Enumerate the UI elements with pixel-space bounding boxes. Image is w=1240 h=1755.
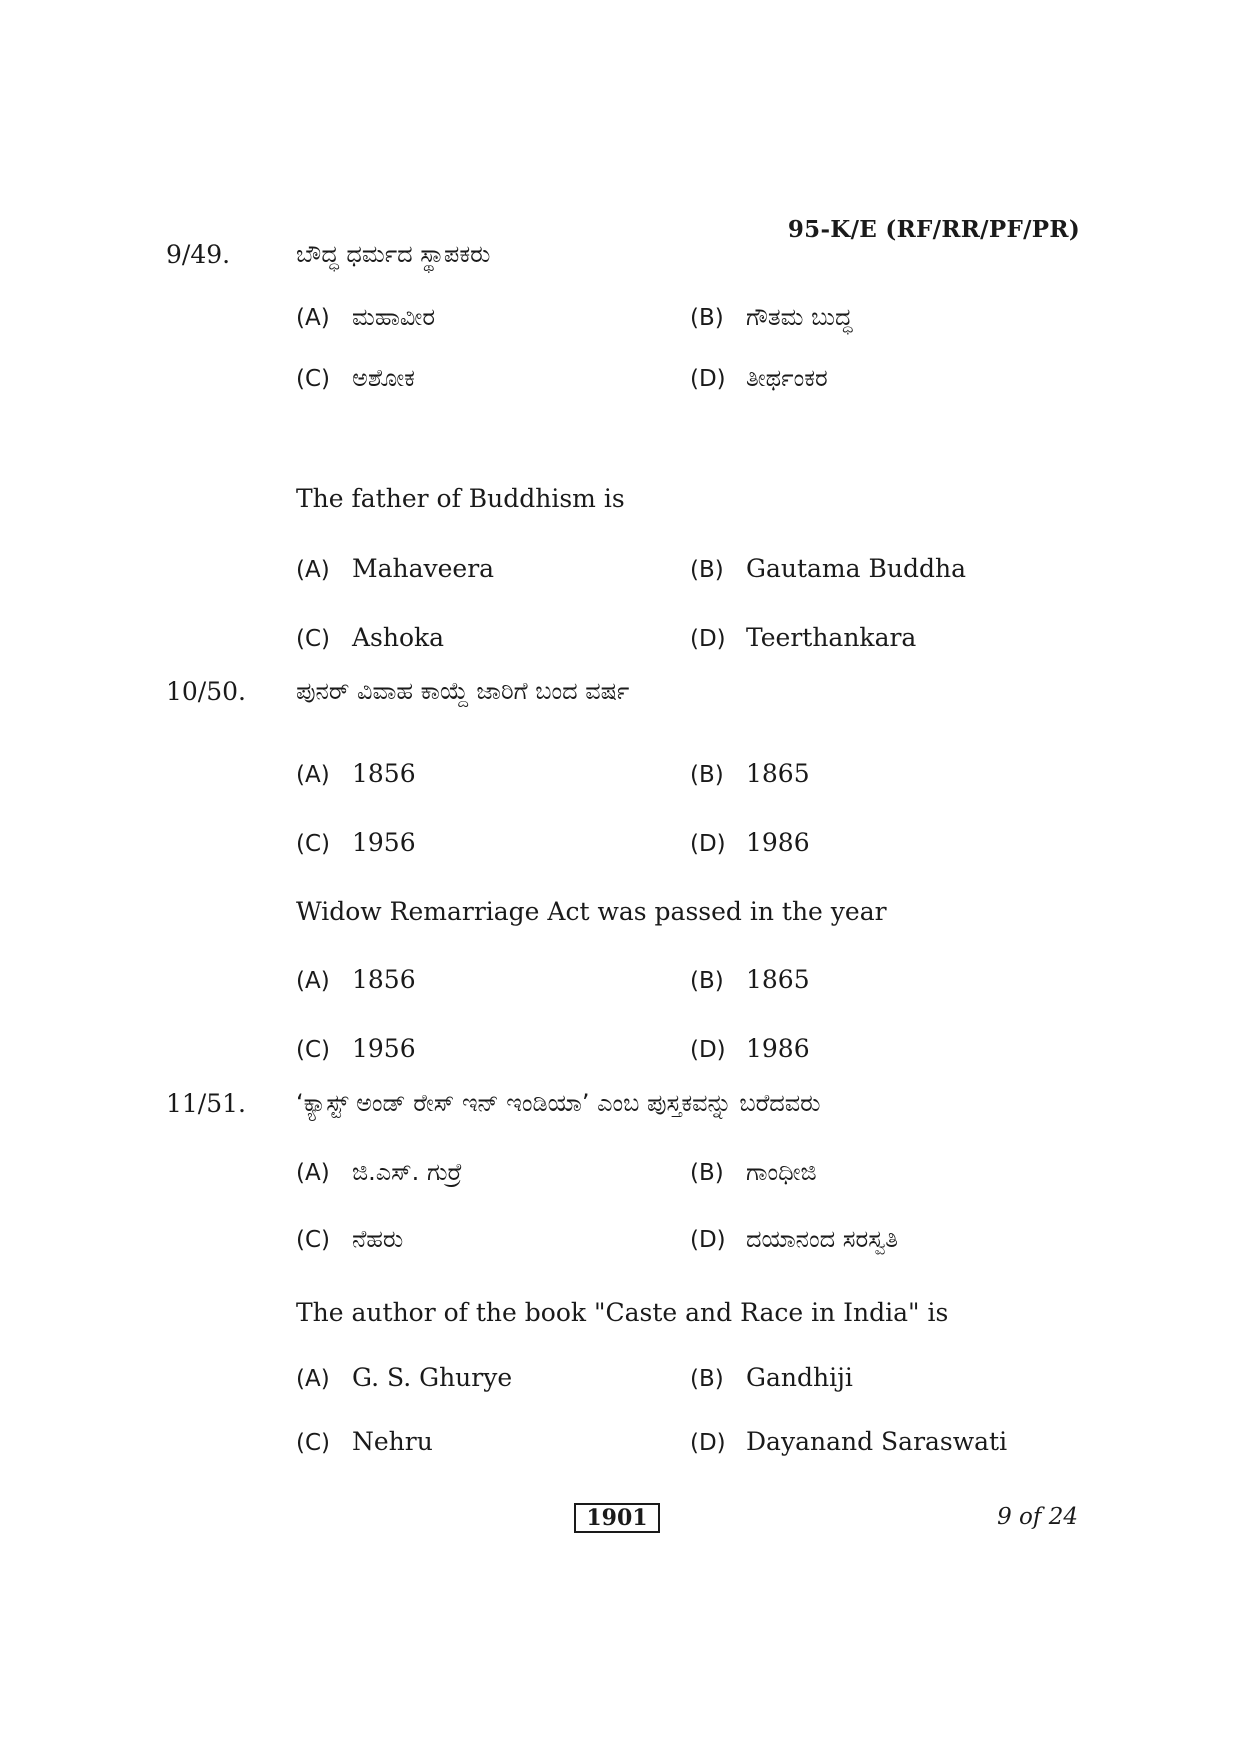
option-label: (A) (296, 762, 330, 788)
option-d-english (690, 1034, 810, 1063)
option-text: Teerthankara (746, 623, 917, 652)
option-text: 1986 (746, 828, 810, 857)
option-text: ಮಹಾವೀರ (352, 303, 436, 331)
option-text: 1856 (352, 759, 416, 788)
option-label: (D) (690, 626, 726, 652)
option-label: (C) (296, 626, 331, 652)
option-label: (C) (296, 1227, 331, 1253)
option-text: Nehru (352, 1427, 433, 1456)
question-stem-english: Widow Remarriage Act was passed in the year (296, 897, 887, 926)
option-label: (D) (690, 1227, 726, 1253)
option-label: (C) (296, 831, 331, 857)
option-c-english (296, 1427, 433, 1456)
option-label: (B) (690, 1366, 724, 1392)
option-text: 1856 (352, 965, 416, 994)
option-label: (D) (690, 1430, 726, 1456)
option-c-kannada (296, 828, 416, 857)
option-c-english (296, 623, 444, 652)
question-number: 10/50. (166, 677, 246, 706)
option-label: (B) (690, 968, 724, 994)
option-label: (D) (690, 1037, 726, 1063)
question-stem-kannada: ಪುನರ್ ವಿವಾಹ ಕಾಯ್ದೆ ಜಾರಿಗೆ ಬಂದ ವರ್ಷ (296, 677, 630, 705)
option-label: (C) (296, 1037, 331, 1063)
option-text: ಗೌತಮ ಬುದ್ಧ (746, 303, 853, 331)
option-a-kannada (296, 1157, 462, 1186)
option-b-kannada (690, 302, 852, 331)
option-a-english (296, 1363, 512, 1392)
option-text: ಜಿ.ಎಸ್. ಗುರ್ರೆ (352, 1158, 463, 1186)
option-b-kannada (690, 759, 810, 788)
page-number: 9 of 24 (997, 1504, 1078, 1530)
option-text: ನೆಹರು (352, 1225, 404, 1253)
option-label: (B) (690, 1160, 724, 1186)
option-b-kannada (690, 1157, 817, 1186)
option-b-english (690, 1363, 853, 1392)
option-label: (C) (296, 1430, 331, 1456)
option-text: ದಯಾನಂದ ಸರಸ್ವತಿ (746, 1225, 898, 1253)
booklet-code-box: 1901 (574, 1503, 660, 1533)
option-label: (A) (296, 968, 330, 994)
option-d-kannada (690, 363, 828, 392)
option-label: (A) (296, 305, 330, 331)
option-text: 1956 (352, 828, 416, 857)
option-label: (D) (690, 831, 726, 857)
option-d-english (690, 623, 916, 652)
question-number: 9/49. (166, 240, 231, 269)
option-text: ತೀರ್ಥಂಕರ (746, 364, 828, 392)
option-a-english (296, 554, 494, 583)
question-stem-kannada: ‘ಕ್ಯಾಸ್ಟ್ ಅಂಡ್ ರೇಸ್ ಇನ್ ಇಂಡಿಯಾ’ ಎಂಬ ಪುಸ್ತಕವನ್ನು ಬರೆದವರು (296, 1089, 821, 1117)
option-text: 1956 (352, 1034, 416, 1063)
option-text: Mahaveera (352, 554, 495, 583)
option-text: 1986 (746, 1034, 810, 1063)
question-number: 11/51. (166, 1089, 246, 1118)
option-b-english (690, 554, 966, 583)
question-stem-kannada: ಬೌದ್ಧ ಧರ್ಮದ ಸ್ಥಾಪಕರು (296, 240, 491, 268)
option-c-kannada (296, 363, 415, 392)
option-d-kannada (690, 1224, 898, 1253)
option-a-kannada (296, 759, 416, 788)
option-label: (D) (690, 366, 726, 392)
paper-code: 95-K/E (RF/RR/PF/PR) (787, 216, 1080, 243)
option-text: 1865 (746, 965, 810, 994)
question-stem-english: The father of Buddhism is (296, 484, 625, 513)
option-c-kannada (296, 1224, 403, 1253)
option-label: (B) (690, 305, 724, 331)
option-label: (B) (690, 762, 724, 788)
option-label: (A) (296, 1366, 330, 1392)
option-a-english (296, 965, 416, 994)
option-label: (B) (690, 557, 724, 583)
option-text: ಅಶೋಕ (352, 364, 415, 392)
option-text: 1865 (746, 759, 810, 788)
option-text: Gandhiji (746, 1363, 853, 1392)
option-label: (A) (296, 1160, 330, 1186)
option-label: (C) (296, 366, 331, 392)
question-stem-english: The author of the book "Caste and Race in India" is (296, 1298, 949, 1327)
option-b-english (690, 965, 810, 994)
option-label: (A) (296, 557, 330, 583)
option-text: Dayanand Saraswati (746, 1427, 1008, 1456)
option-a-kannada (296, 302, 435, 331)
option-text: ಗಾಂಧೀಜಿ (746, 1158, 817, 1186)
option-text: Gautama Buddha (746, 554, 966, 583)
option-d-english (690, 1427, 1007, 1456)
option-d-kannada (690, 828, 810, 857)
option-text: G. S. Ghurye (352, 1363, 513, 1392)
option-c-english (296, 1034, 416, 1063)
option-text: Ashoka (352, 623, 445, 652)
